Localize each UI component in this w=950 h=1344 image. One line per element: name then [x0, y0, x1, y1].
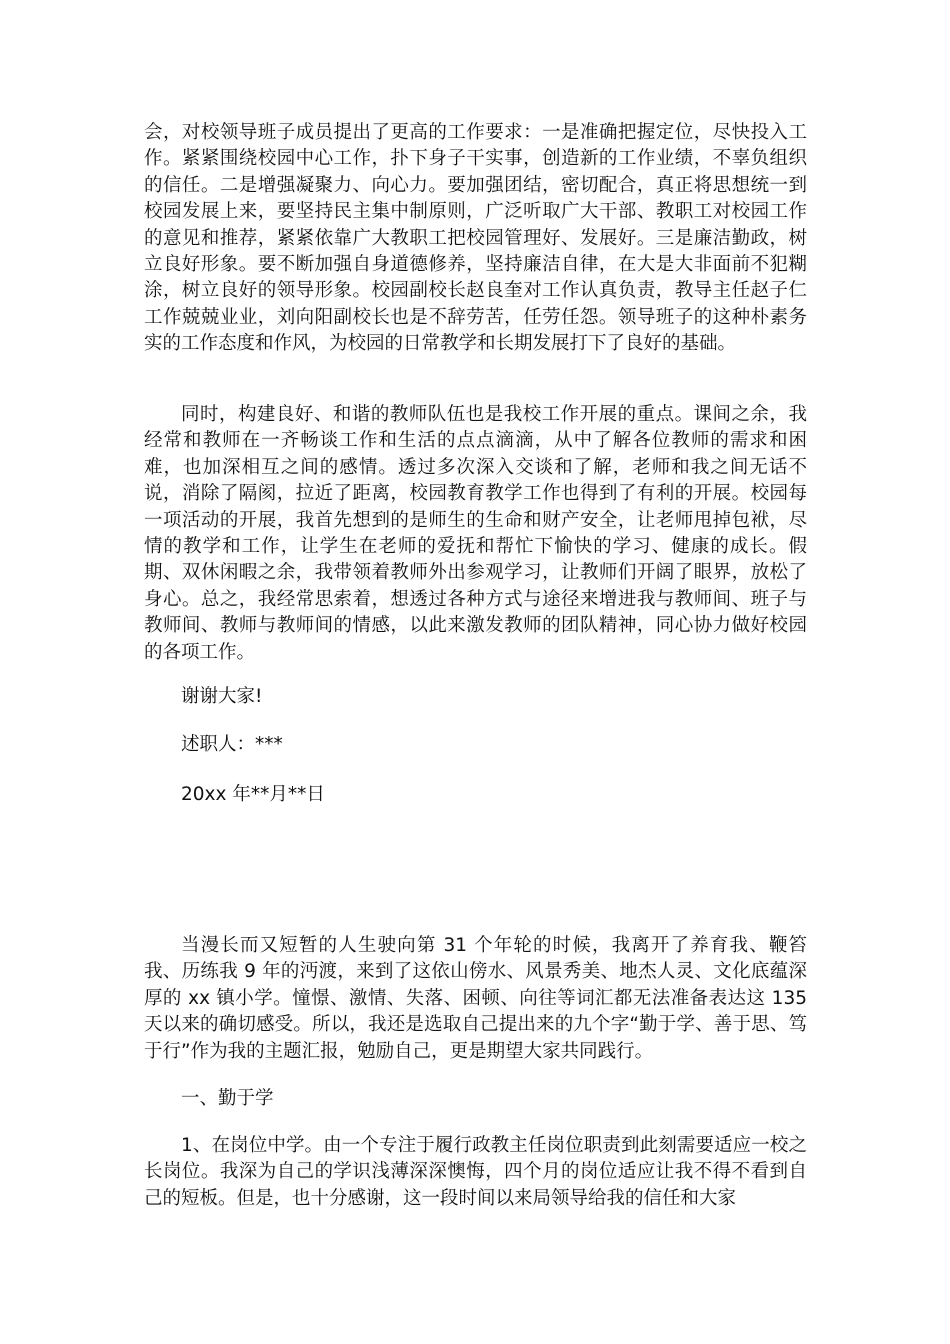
- closing-line: 谢谢大家!: [181, 686, 263, 707]
- body-paragraph: 当漫长而又短暂的人生驶向第 31 个年轮的时候，我离开了养育我、鞭笞我、历练我 9 年的沔渡，来到了这依山傍水、风景秀美、地杰人灵、文化底蕴深厚的 xx 镇小学。憧憬、激情、失落、困顿、向往等词汇都无法准备表达这 135 天以来的确切感受。所以，我还是选取自己提出来的九个字“勤于学、善于思、笃于行”作为我的主题汇报，勉励自己，更是期望大家共同践行。: [144, 935, 807, 1062]
- date-line: 20xx 年**月**日: [181, 784, 325, 805]
- body-paragraph: 1、在岗位中学。由一个专注于履行政教主任岗位职责到此刻需要适应一校之长岗位。我深为自己的学识浅薄深深懊悔，四个月的岗位适应让我不得不看到自己的短板。但是，也十分感谢，这一段时间以来局领导给我的信任和大家: [144, 1135, 807, 1209]
- body-paragraph: 会，对校领导班子成员提出了更高的工作要求：一是准确把握定位，尽快投入工作。紧紧围绕校园中心工作，扑下身子干实事，创造新的工作业绩，不辜负组织的信任。二是增强凝聚力、向心力。要加强团结，密切配合，真正将思想统一到校园发展上来，要坚持民主集中制原则，广泛听取广大干部、教职工对校园工作的意见和推荐，紧紧依靠广大教职工把校园管理好、发展好。三是廉洁勤政，树立良好形象。要不断加强自身道德修养，坚持廉洁自律，在大是大非面前不犯糊涂，树立良好的领导形象。校园副校长赵良奎对工作认真负责，教导主任赵子仁工作兢兢业业，刘向阳副校长也是不辞劳苦，任劳任怨。领导班子的这种朴素务实的工作态度和作风，为校园的日常教学和长期发展打下了良好的基础。: [144, 122, 807, 355]
- section-heading: 一、勤于学: [181, 1088, 274, 1109]
- signer-line: 述职人：***: [181, 734, 283, 755]
- body-paragraph: 同时，构建良好、和谐的教师队伍也是我校工作开展的重点。课间之余，我经常和教师在一齐畅谈工作和生活的点点滴滴，从中了解各位教师的需求和困难，也加深相互之间的感情。透过多次深入交谈和了解，老师和我之间无话不说，消除了隔阂，拉近了距离，校园教育教学工作也得到了有利的开展。校园每一项活动的开展，我首先想到的是师生的生命和财产安全，让老师甩掉包袱，尽情的教学和工作，让学生在老师的爱抚和帮忙下愉快的学习、健康的成长。假期、双休闲暇之余，我带领着教师外出参观学习，让教师们开阔了眼界，放松了身心。总之，我经常思索着，想透过各种方式与途径来增进我与教师间、班子与教师间、教师与教师间的情感，以此来激发教师的团队精神，同心协力做好校园的各项工作。: [144, 404, 807, 663]
